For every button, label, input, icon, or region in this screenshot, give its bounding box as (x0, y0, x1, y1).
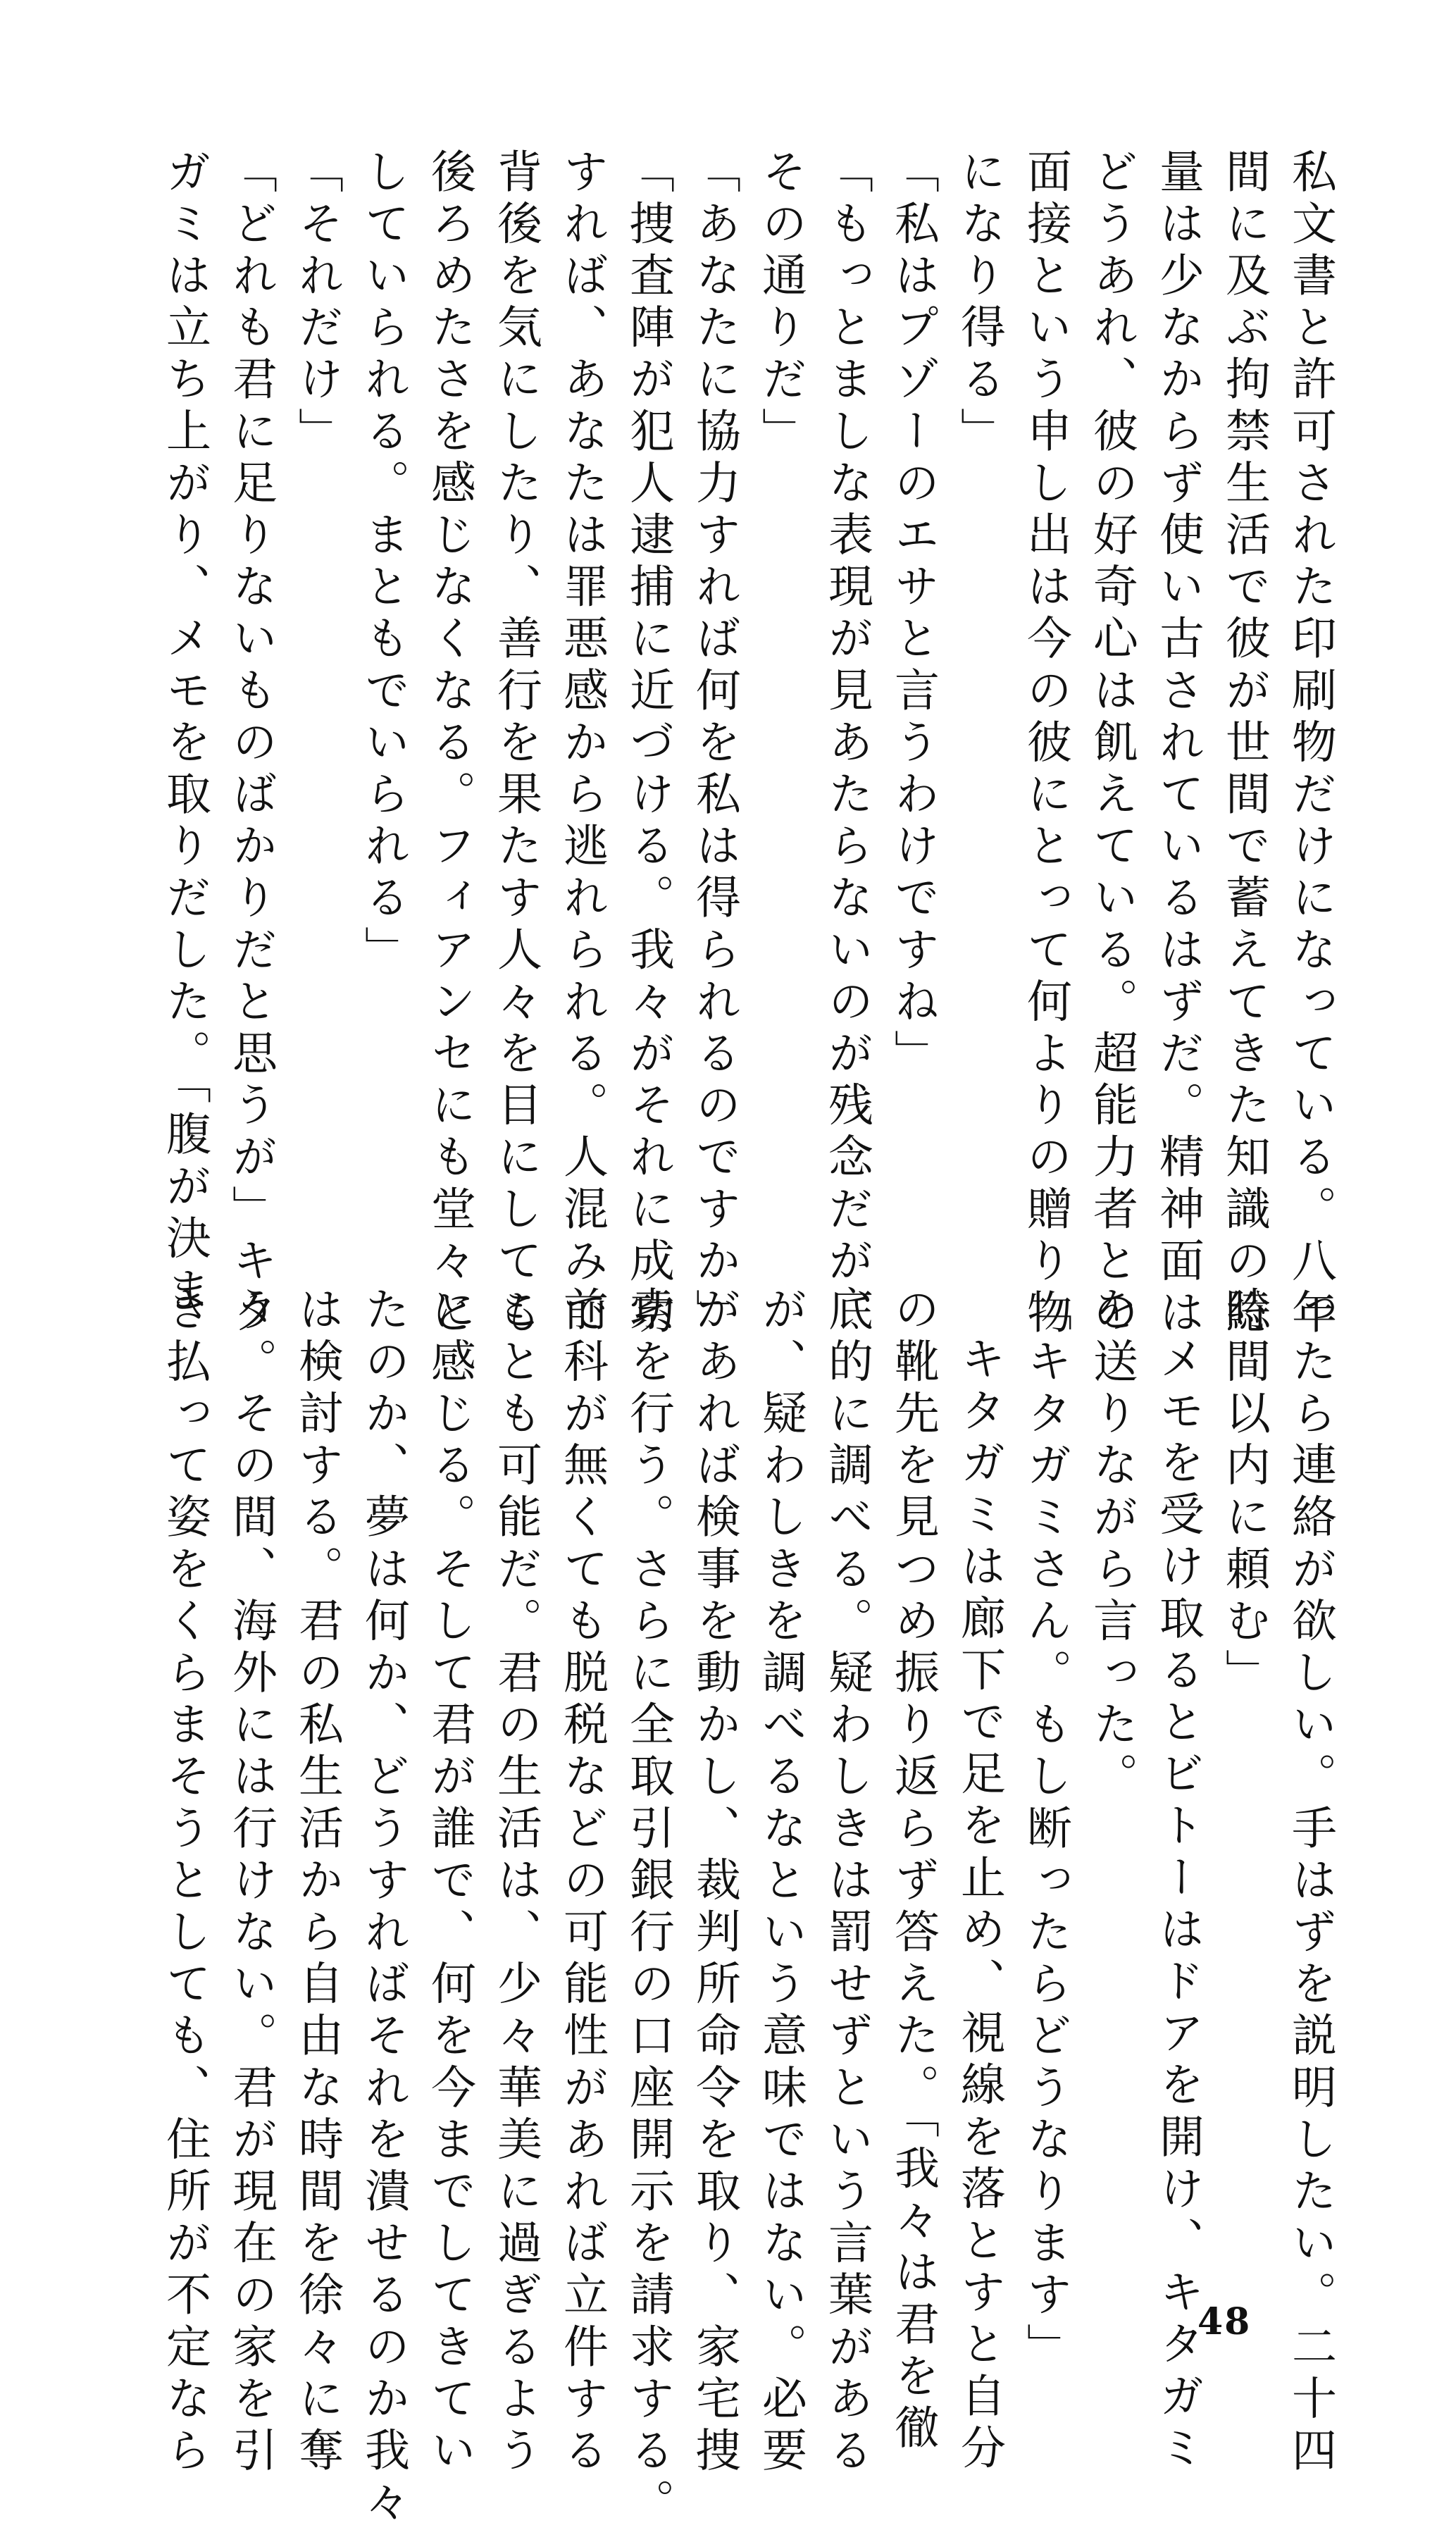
text-line: 「捜査陣が犯人逮捕に近づける。我々がそれに成功 (622, 148, 674, 1341)
text-line: 索を行う。さらに全取引銀行の口座開示を請求する。 (622, 1286, 674, 2530)
text-line: 「どれも君に足りないものばかりだと思うが」キタ (225, 148, 277, 1341)
text-line: 後ろめたさを感じなくなる。フィアンセにも堂々と (423, 148, 475, 1341)
page-number: 48 (1197, 2300, 1252, 2343)
text-line: に感じる。そして君が誰で、何を今までしてきてい (423, 1286, 475, 2479)
text-line: 「あなたに協力すれば何を私は得られるのですか」 (688, 148, 740, 1341)
text-line: 「それだけ」 (291, 148, 343, 459)
text-line: 「私はプゾーのエサと言うわけですね」 (887, 148, 939, 1081)
text-line: すれば、あなたは罪悪感から逃れられる。人混みで (556, 148, 608, 1341)
text-line: の靴先を見つめ振り返らず答えた。「我々は君を徹 (887, 1286, 939, 2456)
text-line: していられる。まともでいられる」 (357, 148, 409, 978)
text-line: 「もっとましな表現が見あたらないのが残念だが、 (821, 148, 873, 1341)
text-line: ったら連絡が欲しい。手はずを説明したい。二十四 (1284, 1286, 1336, 2479)
text-line: たのか、夢は何か、どうすればそれを潰せるのか我々 (357, 1286, 409, 2530)
text-line: を送りながら言った。 (1085, 1286, 1138, 1804)
text-line: き払って姿をくらまそうとしても、住所が不定なら (158, 1286, 211, 2479)
text-line: 面接という申し出は今の彼にとって何よりの贈り物 (1019, 148, 1071, 1341)
upper-text-block (151, 148, 1343, 1341)
text-line: どうあれ、彼の好奇心は飢えている。超能力者との (1085, 148, 1138, 1341)
text-line: ことも可能だ。君の生活は、少々華美に過ぎるよう (490, 1286, 542, 2479)
text-line: は検討する。君の私生活から自由な時間を徐々に奪 (291, 1286, 343, 2479)
text-line: 時間以内に頼む」 (1218, 1286, 1270, 1701)
text-line: 前科が無くても脱税などの可能性があれば立件する (556, 1286, 608, 2479)
text-line: 量は少なからず使い古されているはずだ。精神面は (1152, 148, 1204, 1341)
lower-text-block (151, 1286, 1343, 2530)
text-line: が、疑わしきを調べるなという意味ではない。必要 (754, 1286, 807, 2479)
text-line: 背後を気にしたり、善行を果たす人々を目にしても (490, 148, 542, 1341)
text-line: になり得る」 (953, 148, 1005, 459)
text-line: 「キタガミさん。もし断ったらどうなります」 (1019, 1286, 1071, 2375)
text-line: があれば検事を動かし、裁判所命令を取り、家宅捜 (688, 1286, 740, 2479)
text-line: 私文書と許可された印刷物だけになっている。八年 (1284, 148, 1336, 1341)
text-line: メモを受け取るとビトーはドアを開け、キタガミ (1152, 1335, 1204, 2476)
text-line: 間に及ぶ拘禁生活で彼が世間で蓄えてきた知識の総 (1218, 148, 1270, 1341)
text-line: う。その間、海外には行けない。君が現在の家を引 (225, 1286, 277, 2479)
text-line: ガミは立ち上がり、メモを取りだした。「腹が決ま (158, 148, 211, 1318)
text-line: その通りだ」 (754, 148, 807, 459)
text-line: 底的に調べる。疑わしきは罰せずという言葉がある (821, 1286, 873, 2479)
text-line: キタガミは廊下で足を止め、視線を落とすと自分 (953, 1335, 1005, 2476)
